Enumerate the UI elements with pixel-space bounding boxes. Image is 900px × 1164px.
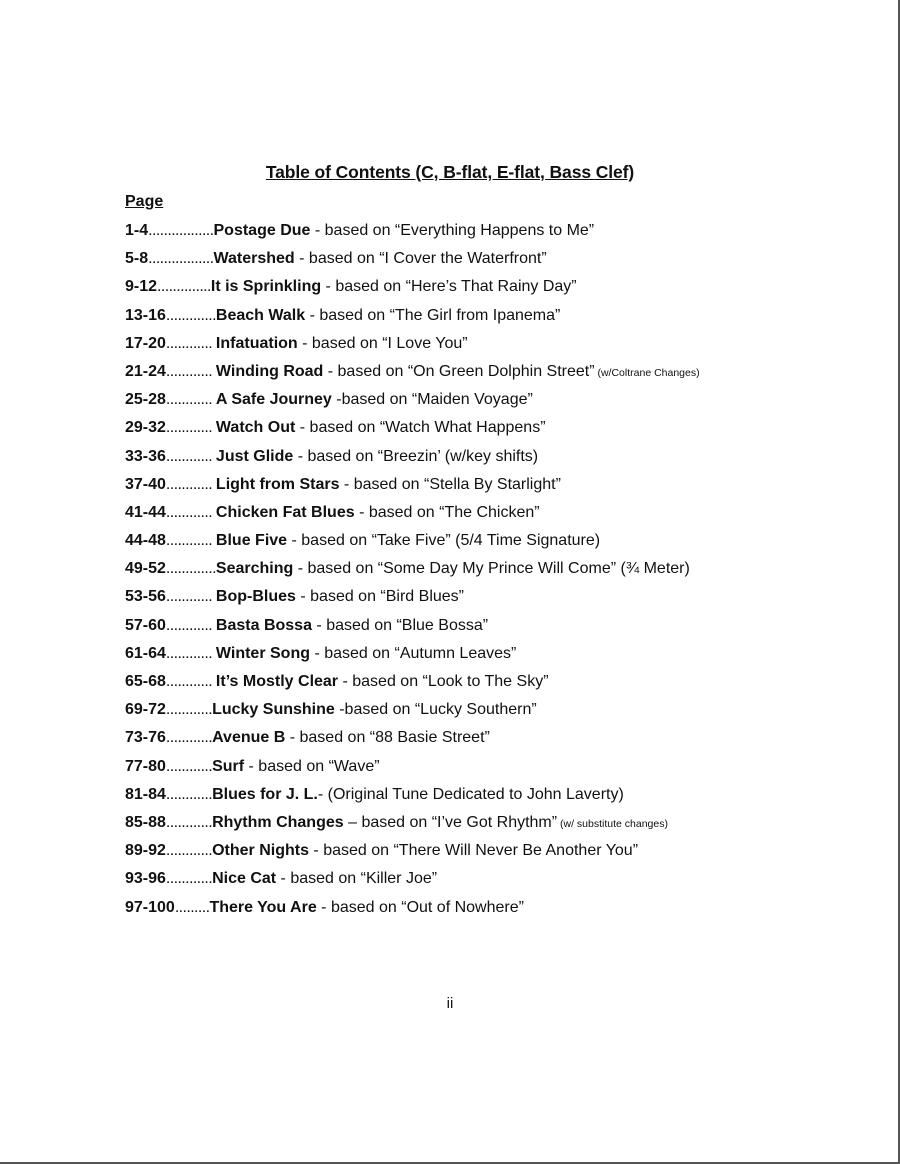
entry-pages: 85-88 bbox=[125, 813, 166, 831]
toc-entry bbox=[125, 784, 700, 812]
entry-description: - based on “The Chicken” bbox=[354, 503, 540, 521]
entry-title: Postage Due bbox=[213, 222, 311, 239]
page-number: ii bbox=[446, 995, 454, 1012]
toc-entry bbox=[125, 756, 700, 784]
entry-pages: 57-60 bbox=[125, 616, 166, 634]
toc-entry bbox=[125, 868, 700, 896]
toc-entry bbox=[125, 586, 700, 614]
toc-entry bbox=[125, 812, 700, 840]
entry-leader-dots: ............ bbox=[165, 362, 216, 380]
entry-title: Basta Bossa bbox=[215, 616, 312, 634]
toc-entry bbox=[125, 361, 700, 389]
toc-entry bbox=[125, 502, 700, 530]
entry-leader-dots: .............. bbox=[157, 278, 211, 296]
entry-leader-dots: ............ bbox=[165, 729, 213, 747]
entry-title: Nice Cat bbox=[212, 870, 277, 888]
toc-entry bbox=[125, 530, 700, 558]
entry-description: - based on “The Girl from Ipanema” bbox=[305, 306, 561, 324]
entry-description: - based on “Killer Joe” bbox=[276, 870, 438, 888]
entry-pages: 9-12 bbox=[125, 278, 158, 296]
entry-description: - based on “There Will Never Be Another You” bbox=[308, 842, 639, 860]
entry-title: Winding Road bbox=[215, 362, 324, 380]
entry-leader-dots: ............ bbox=[165, 813, 213, 831]
entry-leader-dots: ............ bbox=[165, 334, 216, 352]
entry-leader-dots: ............ bbox=[165, 588, 216, 606]
entry-description: – based on “I’ve Got Rhythm” bbox=[343, 813, 558, 831]
entry-pages: 69-72 bbox=[125, 701, 166, 719]
toc-entry bbox=[125, 474, 700, 502]
entry-description: - based on “Everything Happens to Me” bbox=[310, 222, 595, 239]
entry-pages: 89-92 bbox=[125, 842, 166, 860]
entry-leader-dots: ............ bbox=[165, 701, 213, 719]
entry-pages: 29-32 bbox=[125, 419, 166, 437]
entry-description: - based on “Some Day My Prince Will Come” (¾ Meter) bbox=[293, 560, 690, 578]
entry-description: - based on “Stella By Starlight” bbox=[339, 475, 561, 493]
entry-leader-dots: ............ bbox=[165, 842, 213, 860]
entry-title: Just Glide bbox=[215, 447, 294, 465]
entry-title: Beach Walk bbox=[215, 306, 306, 324]
entry-pages: 21-24 bbox=[125, 362, 166, 380]
entry-leader-dots: ............. bbox=[165, 560, 216, 578]
entry-description: - based on “Watch What Happens” bbox=[295, 419, 546, 437]
entry-title: Blue Five bbox=[215, 532, 288, 550]
entry-description: - based on “On Green Dolphin Street” bbox=[323, 362, 595, 380]
entry-pages: 17-20 bbox=[125, 334, 166, 352]
entry-title: Chicken Fat Blues bbox=[215, 503, 355, 521]
entry-leader-dots: ............ bbox=[165, 870, 213, 888]
entry-description: - (Original Tune Dedicated to John Laverty) bbox=[317, 785, 624, 803]
entry-leader-dots: ............ bbox=[165, 644, 216, 662]
entry-leader-dots: ............ bbox=[165, 757, 213, 775]
entry-title: Blues for J. L. bbox=[212, 785, 318, 803]
entry-description: - based on “Here’s That Rainy Day” bbox=[321, 278, 577, 296]
entry-leader-dots: ............ bbox=[165, 616, 216, 634]
entry-leader-dots: ............ bbox=[165, 475, 216, 493]
toc-entry bbox=[125, 333, 700, 361]
entry-leader-dots: ......... bbox=[174, 898, 210, 916]
entry-description: - based on “I Love You” bbox=[297, 334, 468, 352]
toc-entry bbox=[125, 699, 700, 727]
toc-entry bbox=[125, 840, 700, 868]
entry-pages: 1-4 bbox=[125, 222, 149, 239]
entry-pages: 53-56 bbox=[125, 588, 166, 606]
entry-description: -based on “Maiden Voyage” bbox=[331, 391, 533, 409]
entry-description: - based on “Out of Nowhere” bbox=[316, 898, 524, 916]
entry-title: Infatuation bbox=[215, 334, 298, 352]
entry-description: - based on “Blue Bossa” bbox=[311, 616, 489, 634]
toc-entry bbox=[125, 389, 700, 417]
entry-leader-dots: ................. bbox=[148, 250, 214, 268]
toc-entry bbox=[125, 305, 700, 333]
entry-description: - based on “I Cover the Waterfront” bbox=[294, 250, 547, 268]
toc-entry bbox=[125, 276, 700, 304]
entry-pages: 41-44 bbox=[125, 503, 166, 521]
entry-note: (w/Coltrane Changes) bbox=[594, 366, 700, 379]
toc-entry bbox=[125, 220, 700, 248]
toc-entry bbox=[125, 248, 700, 276]
entry-pages: 49-52 bbox=[125, 560, 166, 578]
toc-entry bbox=[125, 446, 700, 474]
entry-description: -based on “Lucky Southern” bbox=[334, 701, 537, 719]
entry-leader-dots: ............ bbox=[165, 447, 216, 465]
toc-entry bbox=[125, 417, 700, 445]
entry-pages: 77-80 bbox=[125, 757, 166, 775]
entry-pages: 33-36 bbox=[125, 447, 166, 465]
entry-leader-dots: ............. bbox=[165, 306, 216, 324]
entry-title: Rhythm Changes bbox=[212, 813, 344, 831]
entry-title: Bop-Blues bbox=[215, 588, 296, 606]
toc-entry bbox=[125, 643, 700, 671]
entry-leader-dots: ............ bbox=[165, 503, 216, 521]
entry-title: Light from Stars bbox=[215, 475, 340, 493]
toc-entry bbox=[125, 897, 700, 925]
entry-title: There You Are bbox=[209, 898, 317, 916]
entry-title: It’s Mostly Clear bbox=[215, 673, 339, 690]
entry-leader-dots: ............ bbox=[165, 785, 213, 803]
entry-description: - based on “88 Basie Street” bbox=[285, 729, 490, 747]
entry-leader-dots: ............ bbox=[165, 419, 216, 437]
entry-leader-dots: ............ bbox=[165, 673, 216, 690]
entry-description: - based on “Autumn Leaves” bbox=[310, 644, 517, 662]
entry-pages: 13-16 bbox=[125, 306, 166, 324]
entry-pages: 37-40 bbox=[125, 475, 166, 493]
entry-leader-dots: ............ bbox=[165, 391, 216, 409]
entry-pages: 65-68 bbox=[125, 673, 166, 690]
entry-title: Searching bbox=[215, 560, 294, 578]
entry-pages: 5-8 bbox=[125, 250, 149, 268]
entry-title: Watch Out bbox=[215, 419, 296, 437]
entry-leader-dots: ................. bbox=[148, 222, 214, 239]
entry-title: Winter Song bbox=[215, 644, 310, 662]
entry-title: Other Nights bbox=[212, 842, 309, 860]
entry-note: (w/ substitute changes) bbox=[557, 817, 668, 830]
entry-title: Surf bbox=[212, 757, 245, 775]
entry-title: Watershed bbox=[213, 250, 295, 268]
entry-description: - based on “Breezin’ (w/key shifts) bbox=[293, 447, 539, 465]
entry-pages: 25-28 bbox=[125, 391, 166, 409]
toc-list bbox=[125, 220, 700, 925]
entry-leader-dots: ............ bbox=[165, 532, 216, 550]
entry-description: - based on “Take Five” (5/4 Time Signature) bbox=[287, 532, 601, 550]
entry-pages: 97-100 bbox=[125, 898, 175, 916]
toc-entry bbox=[125, 727, 700, 755]
toc-entry bbox=[125, 671, 700, 699]
entry-description: - based on “Bird Blues” bbox=[295, 588, 464, 606]
entry-title: It is Sprinkling bbox=[210, 278, 322, 296]
entry-title: A Safe Journey bbox=[215, 391, 332, 409]
toc-title: Table of Contents (C, B-flat, E-flat, Bass Clef) bbox=[265, 162, 635, 182]
entry-pages: 73-76 bbox=[125, 729, 166, 747]
entry-pages: 44-48 bbox=[125, 532, 166, 550]
entry-pages: 93-96 bbox=[125, 870, 166, 888]
toc-entry bbox=[125, 615, 700, 643]
toc-entry bbox=[125, 558, 700, 586]
entry-description: - based on “Wave” bbox=[244, 757, 380, 775]
entry-title: Lucky Sunshine bbox=[212, 701, 335, 719]
entry-pages: 81-84 bbox=[125, 785, 166, 803]
entry-pages: 61-64 bbox=[125, 644, 166, 662]
entry-description: - based on “Look to The Sky” bbox=[338, 673, 549, 690]
entry-title: Avenue B bbox=[212, 729, 286, 747]
page-column-header: Page bbox=[125, 193, 164, 210]
